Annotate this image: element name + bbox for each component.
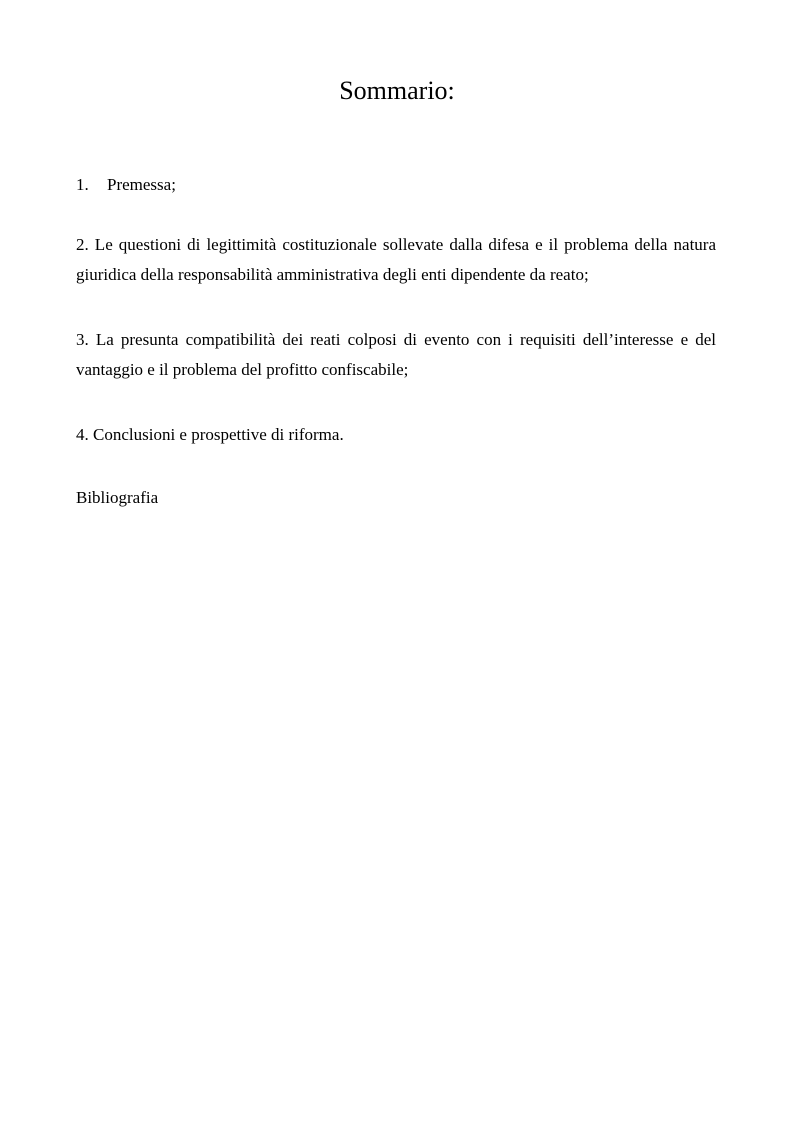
- toc-entry-compatibilita: 3. La presunta compatibilità dei reati colposi di evento con i requisiti dell’interesse e del vantaggio e il problema del profitto confiscabile;: [76, 330, 716, 379]
- page-title: Sommario:: [339, 76, 455, 105]
- toc-entry-premessa: [76, 170, 716, 200]
- toc-entry-text: Premessa;: [107, 175, 176, 194]
- toc-entry-bibliografia: Bibliografia: [76, 488, 159, 507]
- toc-entry-conclusioni: 4. Conclusioni e prospettive di riforma.: [76, 425, 344, 444]
- toc-entry-questioni: 2. Le questioni di legittimità costituzionale sollevate dalla difesa e il problema della natura giuridica della responsabilità amministrativa degli enti dipendente da reato;: [76, 235, 716, 284]
- toc-entry-number: 1.: [76, 175, 89, 194]
